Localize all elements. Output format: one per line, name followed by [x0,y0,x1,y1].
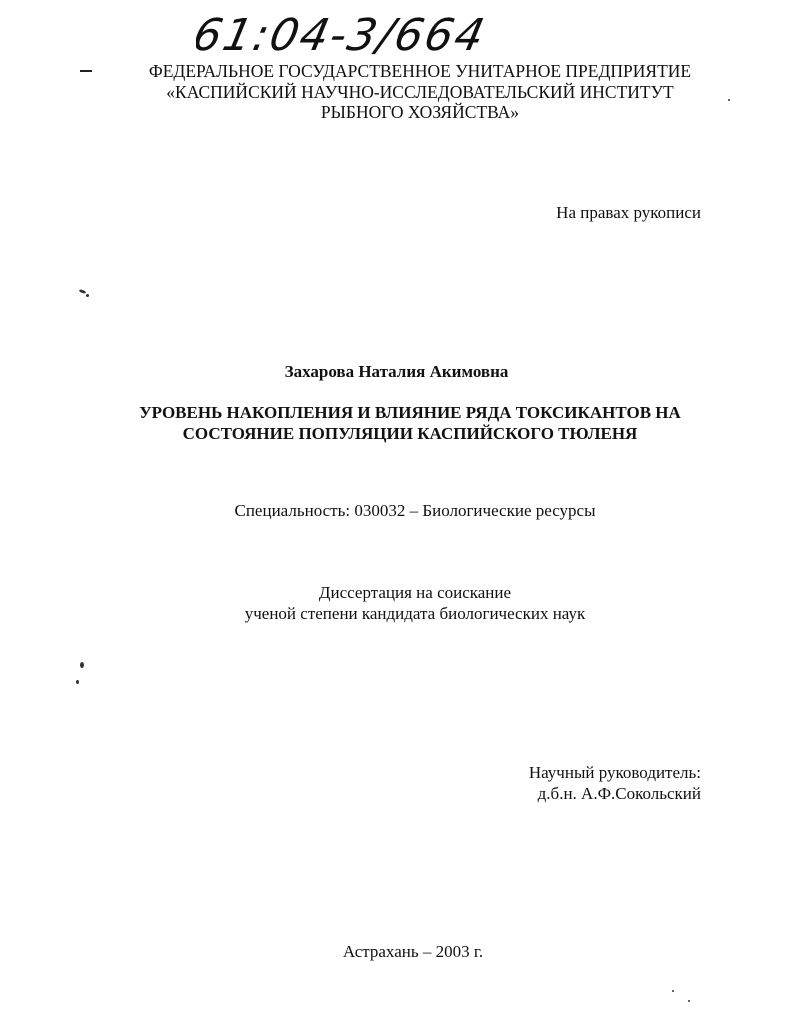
organization-line-2: «КАСПИЙСКИЙ НАУЧНО-ИССЛЕДОВАТЕЛЬСКИЙ ИНСТИТУТ [166,81,674,102]
scan-speck [688,1000,690,1002]
author-name: Захарова Наталия Акимовна [284,362,509,381]
degree-line-2: ученой степени кандидата биологических наук [244,604,586,623]
organization-line-3: РЫБНОГО ХОЗЯЙСТВА» [320,102,520,122]
margin-dash-mark [80,70,92,72]
supervisor-name: д.б.н. А.Ф.Сокольский [537,784,701,803]
handwritten-archive-code [196,6,516,66]
degree-statement [0,582,793,624]
specialty-line: Специальность: 030032 – Биологические ресурсы [234,501,596,520]
title-line-2: СОСТОЯНИЕ ПОПУЛЯЦИИ КАСПИЙСКОГО ТЮЛЕНЯ [182,423,638,443]
handwritten-code-drawing [196,6,516,66]
title-line-1: УРОВЕНЬ НАКОПЛЕНИЯ И ВЛИЯНИЕ РЯДА ТОКСИКАНТОВ НА [139,403,681,422]
scan-speck [79,289,87,294]
organization-line-1: ФЕДЕРАЛЬНОЕ ГОСУДАРСТВЕННОЕ УНИТАРНОЕ ПРЕДПРИЯТИЕ [148,61,692,81]
scan-speck [80,662,84,668]
supervisor-label: Научный руководитель: [528,763,701,782]
scan-speck [672,990,674,992]
rights-note: На правах рукописи [556,203,701,222]
scan-speck [728,99,730,101]
place-and-year: Астрахань – 2003 г. [342,942,484,961]
supervisor-block [529,762,701,804]
organization-header [120,61,720,123]
handwritten-code-text: 61:04-3/664 [196,10,491,61]
degree-line-1: Диссертация на соискание [318,583,512,602]
scan-speck [76,680,79,684]
dissertation-title [60,403,760,444]
scan-speck [86,294,89,297]
